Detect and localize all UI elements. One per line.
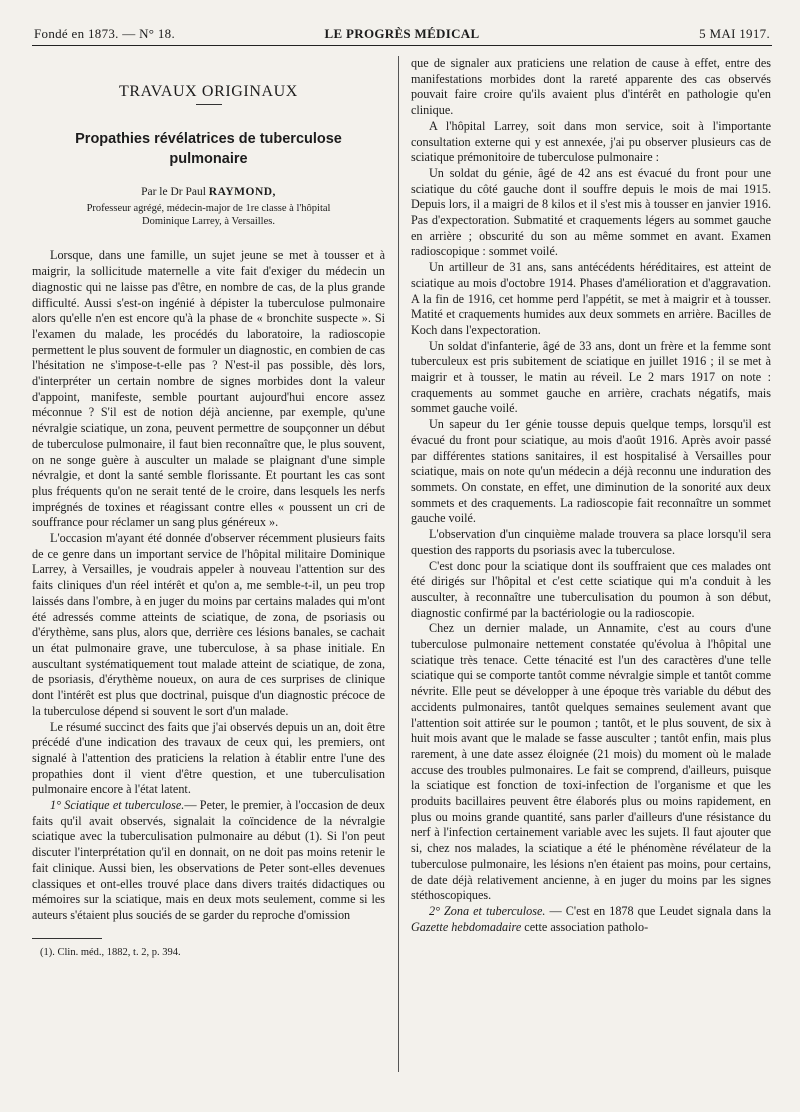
issue-date: 5 MAI 1917. xyxy=(699,26,770,41)
subsection-heading: 1° Sciatique et tuberculose. xyxy=(50,798,185,813)
footnote: (1). Clin. méd., 1882, t. 2, p. 394. xyxy=(40,946,181,958)
header-founded: Fondé en 1873. — N° 18. xyxy=(34,26,176,41)
paragraph-text: — C'est en 1878 que Leudet signala dans la xyxy=(549,903,771,918)
paragraph: Lorsque, dans une famille, un sujet jeune se met à tousser et à maigrir, la sollicitude maternelle a vite fait d'exiger du médecin un diagnostic qui ne laisse pas d'être, en nombre de cas, de la plus grande difficulté. Aussi s'est-on ingénié à dépister la tuberculose pulmonaire alors qu'elle n'en est encore qu'à la phase de « bronchite suspecte ». Si l'examen du malade, les procédés du laboratoire, la radioscopie permettent le plus souvent de formuler un diagnostic, en combien de cas l'hésitation ne s'impose-t-elle pas ? N'est-il pas possible, dès lors, d'interpréter un certain nombre de signes morbides dont la valeur d'appoint, manifeste, semble pourtant aujourd'hui encore assez méconnue ? S'il est de notion déjà ancienne, par exemple, qu'une névralgie sciatique, un zona, peuvent permettre de soupçonner un début de tuberculose pulmonaire, il faut bien reconnaître que, le plus souvent, on ne songe guère à ausculter un malade se plaignant d'une simple névralgie, et dont la santé semble florissante. Et pourtant les cas sont plus fréquents qu'on ne serait tenté de le croire, dans lesquels les nerfs imprégnés de toxines et réagissant contre elles « poussent un cri de souffrance pour réclamer un sang plus généreux ». xyxy=(32,248,385,530)
article-title: Propathies révélatrices de tuberculose pulmonaire xyxy=(75,130,342,167)
column-divider xyxy=(398,56,399,1072)
author-affiliation: Professeur agrégé, médecin-major de 1re classe à l'hôpital Dominique Larrey, à Versailles. xyxy=(86,203,331,228)
paragraph: L'occasion m'ayant été donnée d'observer récemment plusieurs faits de ce genre dans un important service de l'hôpital militaire Dominique Larrey, à Versailles, je voudrais appeler à nouveau l'attention sur des faits cliniques d'un réel intérêt et qu'on a, me semble-t-il, un peu trop laissés dans l'ombre, à en juger du moins par certains malades qui m'ont été adressés comme atteints de sciatique, de zona, de psoriasis ou d'érythème, sans plus, alors que, derrière ces lésions banales, se cachait un état pulmonaire grave, une tuberculose, à sa phase initiale. En auscultant systématiquement tout malade atteint de sciatique, de zona, de psoriasis, d'érythème noueux, on aura de ces surprises de clinique dont l'intérêt est plus que doctrinal, puisque d'un diagnostic précoce de la tuberculose dépend si souvent le sort d'un malade. xyxy=(32,531,385,718)
paragraph: A l'hôpital Larrey, soit dans mon service, soit à l'importante consultation externe qui y est annexée, j'ai pu observer plusieurs cas de sciatique prémonitoire de tuberculose pulmonaire : xyxy=(411,118,771,165)
paragraph: C'est donc pour la sciatique dont ils souffraient que ces malades ont été dirigés sur l'hôpital et c'est cette sciatique qui m'a conduit à les ausculter, à reconnaître une tuberculisation du poumon à son début, diagnostic confirmé par la bactériologie ou la radioscopie. xyxy=(411,558,771,620)
header-rule xyxy=(32,45,772,46)
title-rule xyxy=(196,104,222,105)
subsection-heading: 2° Zona et tuberculose. xyxy=(429,903,546,918)
case-report: Un sapeur du 1er génie tousse depuis quelque temps, lorsqu'il est évacué du front pour sciatique, au mois d'août 1916. Après avoir passé par différentes stations sanitaires, il est hospitalisé à Versailles pour sciatique, mais on note qu'un médecin a déjà reconnu une induration des sommets. On constate, en effet, une diminution de la sonorité aux deux sommets et des craquements. La radioscopie fait reconnaître un sommet gauche voilé. xyxy=(411,417,771,526)
paragraph: Le résumé succinct des faits que j'ai observés depuis un an, doit être précédé d'une indication des travaux de ceux qui, les premiers, ont signalé à l'attention des praticiens la relation à établir entre l'une des propathies dont il vient d'être question, et une tuberculisation pulmonaire encore à l'état latent. xyxy=(32,719,385,797)
paragraph-text: — Peter, le premier, à l'occasion de deux faits qu'il avait observés, signalait la coïncidence de la névralgie sciatique avec la tuberculisation pulmonaire au début (1). Si l'on peut discuter l'interprétation qu'il en donnait, on ne doit pas moins retenir le fait clinique. Aussi bien, les observations de Peter sont-elles devenues classiques et ont-elles trouvé place dans divers traités didactiques ou mémoires sur la sciatique, mais en deux mots seulement, comme si les auteurs s'étaient plus souciés de se garder du reproche d'omission xyxy=(32,798,385,922)
byline-prefix: Par le Dr Paul xyxy=(141,185,206,198)
right-column xyxy=(411,56,771,1098)
author-name: RAYMOND, xyxy=(208,185,276,198)
case-report: Un soldat du génie, âgé de 42 ans est évacué du front pour une sciatique du côté gauche dont il souffre depuis le mois de mai 1915. Depuis lors, il a maigri de 8 kilos et il s'est mis à tousser en janvier 1916. Pas d'expectoration. Submatité et craquements légers au sommet gauche en arrière ; obscurité du son au même sommet en avant. Examen radioscopique : sommet voilé. xyxy=(411,165,771,259)
footnote-rule xyxy=(32,938,102,939)
paragraph: Chez un dernier malade, un Annamite, c'est au cours d'une tuberculose pulmonaire nettement constatée qu'évolua à l'hôpital une sciatique très tenace. Cette ténacité est l'un des caractères d'une telle sciatique qui se comporte tantôt comme névralgie simple et tantôt comme névrite. Elle peut se développer à une époque très variable du début des accidents pulmonaires, tantôt quelques semaines seulement avant que l'attention soit attirée sur le poumon ; tantôt, et le plus souvent, de six à huit mois avant que le malade se fasse ausculter ; tantôt enfin, mais plus rarement, à une date assez éloignée (21 mois) du moment où le malade accuse des troubles pulmonaires. Le fait se comprend, d'ailleurs, puisque la sciatique est fonction de toxi-infection de l'organisme et que les produits bacillaires peuvent être élaborés plus ou moins rapidement, en plus ou moins grande quantité, sans parler d'ailleurs d'une résistance du nerf à l'infection certainement variable avec les sujets. Il faut ajouter que si, chez nos malades, la sciatique a été le phénomène révélateur de la tuberculose pulmonaire, les lésions n'en étaient pas moins, pour certains, de date déjà relativement ancienne, à en juger du moins par les signes stéthoscopiques. xyxy=(411,621,771,903)
section-title: TRAVAUX ORIGINAUX xyxy=(119,83,298,100)
left-column xyxy=(32,56,385,1098)
paragraph: L'observation d'un cinquième malade trouvera sa place lorsqu'il sera question des rapports du psoriasis avec la tuberculose. xyxy=(411,527,771,557)
paragraph: que de signaler aux praticiens une relation de cause à effet, entre des manifestations morbides dont la rareté apparente des cas observés pouvait faire croire qu'ils avaient plus d'intérêt en pathologie qu'en clinique. xyxy=(411,56,771,118)
paragraph xyxy=(411,904,771,935)
case-report: Un soldat d'infanterie, âgé de 33 ans, dont un frère et la femme sont tuberculeux est pris subitement de sciatique en juillet 1916 ; il se met à maigrir et à tousser, le matin au réveil. Le 2 mars 1917 on note : craquements au sommet gauche en arrière, crachats négatifs, mais sommet gauche voilé. xyxy=(411,338,771,416)
byline xyxy=(32,185,385,201)
journal-title: LE PROGRÈS MÉDICAL xyxy=(324,26,480,41)
journal-reference: Gazette hebdomadaire xyxy=(411,919,522,934)
paragraph xyxy=(32,798,385,924)
case-report: Un artilleur de 31 ans, sans antécédents héréditaires, est atteint de sciatique au mois d'octobre 1914. Phases d'amélioration et d'aggravation. A la fin de 1916, cet homme perd l'appétit, se met à maigrir et à tousser. Matité et craquements humides aux deux sommets en arrière. Bacilles de Koch dans l'expectoration. xyxy=(411,260,771,337)
paragraph-text: cette association patholo- xyxy=(524,919,649,934)
